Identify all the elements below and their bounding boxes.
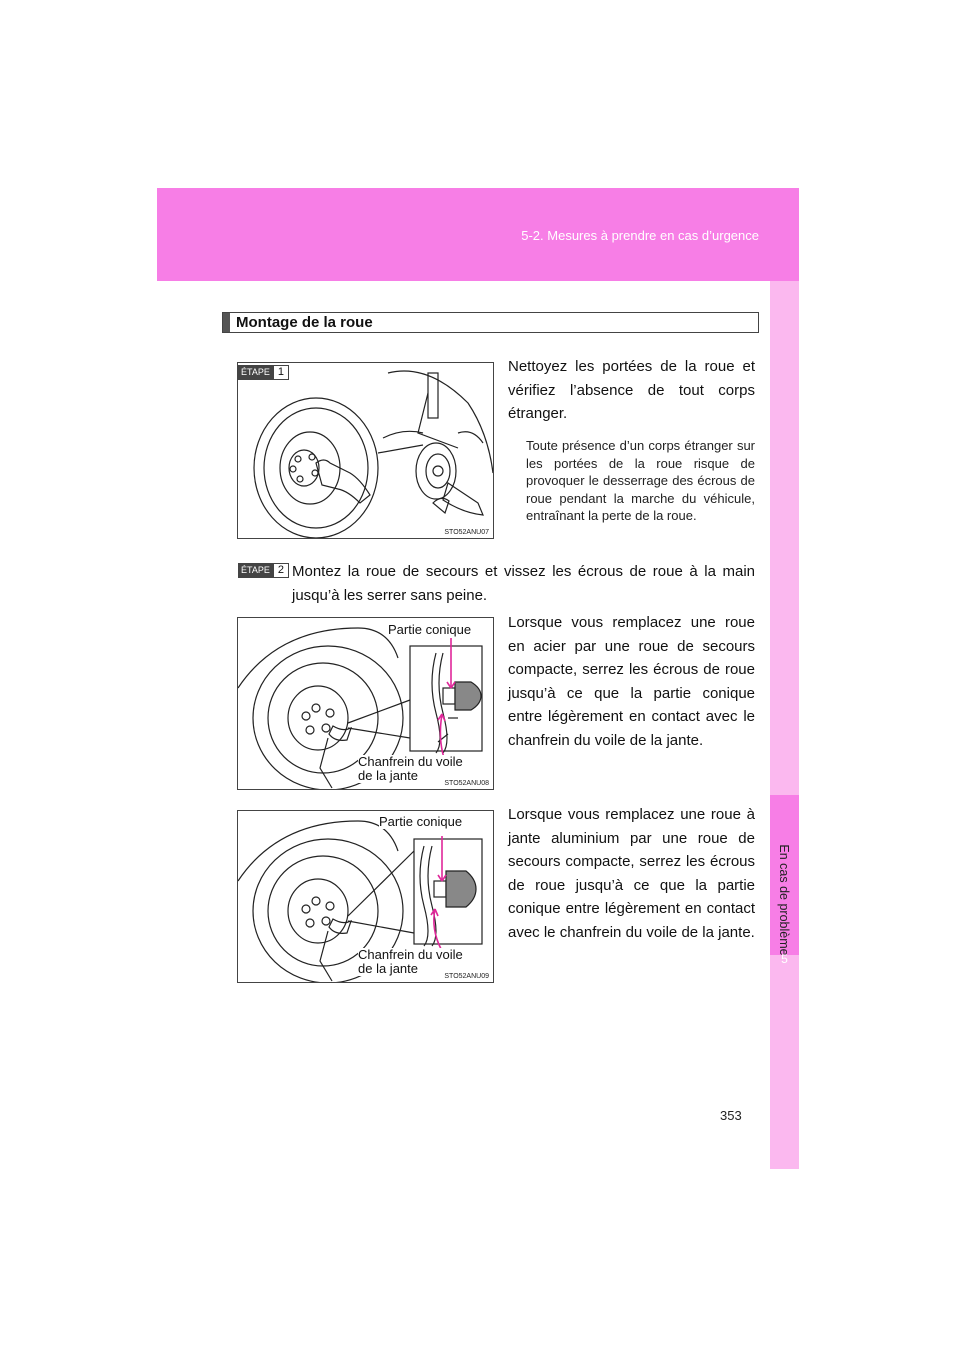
side-index-label: En cas de problème [777,844,791,956]
step-2-text: Montez la roue de secours et vissez les écrous de roue à la main jusqu’à les serrer sans peine. [292,563,755,604]
chapter-header-band [157,188,799,281]
step-badge-number: 1 [273,365,289,380]
figure-code: STO52ANU08 [444,780,489,787]
label-tapered-part: Partie conique [379,814,463,829]
step-1-badge [238,365,289,380]
figure-code: STO52ANU07 [444,529,489,536]
label-rim-chamfer-line-1: Chanfrein du voile [358,947,463,962]
label-rim-chamfer-line-2: de la jante [358,961,418,976]
figure-code: STO52ANU09 [444,973,489,980]
step-badge-text: ÉTAPE [238,563,273,578]
step-2-badge [238,563,289,578]
side-index-strip [770,281,799,1169]
step-badge-number: 2 [273,563,289,578]
figure-3-text: Lorsque vous remplacez une roue à jante aluminium par une roue de secours compacte, serrez les écrous de roue jusqu’à ce que la partie conique entre légèrement en contact avec le chanfrein du voile de la jante. [508,806,755,941]
step-1-note: Toute présence d’un corps étranger sur les portées de la roue risque de provoquer le desserrage des écrous de roue pendant la marche du véhicule, entraînant la perte de la roue. [526,438,755,523]
figure-clean-hub [237,362,494,539]
label-rim-chamfer-line-2: de la jante [358,768,418,783]
label-tapered-part: Partie conique [388,622,472,637]
chapter-title: 5-2. Mesures à prendre en cas d’urgence [521,228,759,243]
label-rim-chamfer-line-1: Chanfrein du voile [358,754,463,769]
figure-2-text: Lorsque vous remplacez une roue en acier par une roue de secours compacte, serrez les écrous de roue jusqu’à ce que la partie conique entre légèrement en contact avec le chanfrein du voile de la jante. [508,614,755,749]
figure-steel-wheel [237,617,494,790]
step-badge-text: ÉTAPE [238,365,273,380]
section-heading [222,312,759,333]
section-title: Montage de la roue [236,314,373,331]
section-heading-marker [223,313,230,332]
step-1-text: Nettoyez les portées de la roue et vérifiez l’absence de tout corps étranger. [508,358,755,422]
figure-aluminium-wheel [237,810,494,983]
side-index-number: 5 [781,952,788,966]
clean-hub-illustration [238,363,494,539]
page-number: 353 [720,1108,742,1123]
